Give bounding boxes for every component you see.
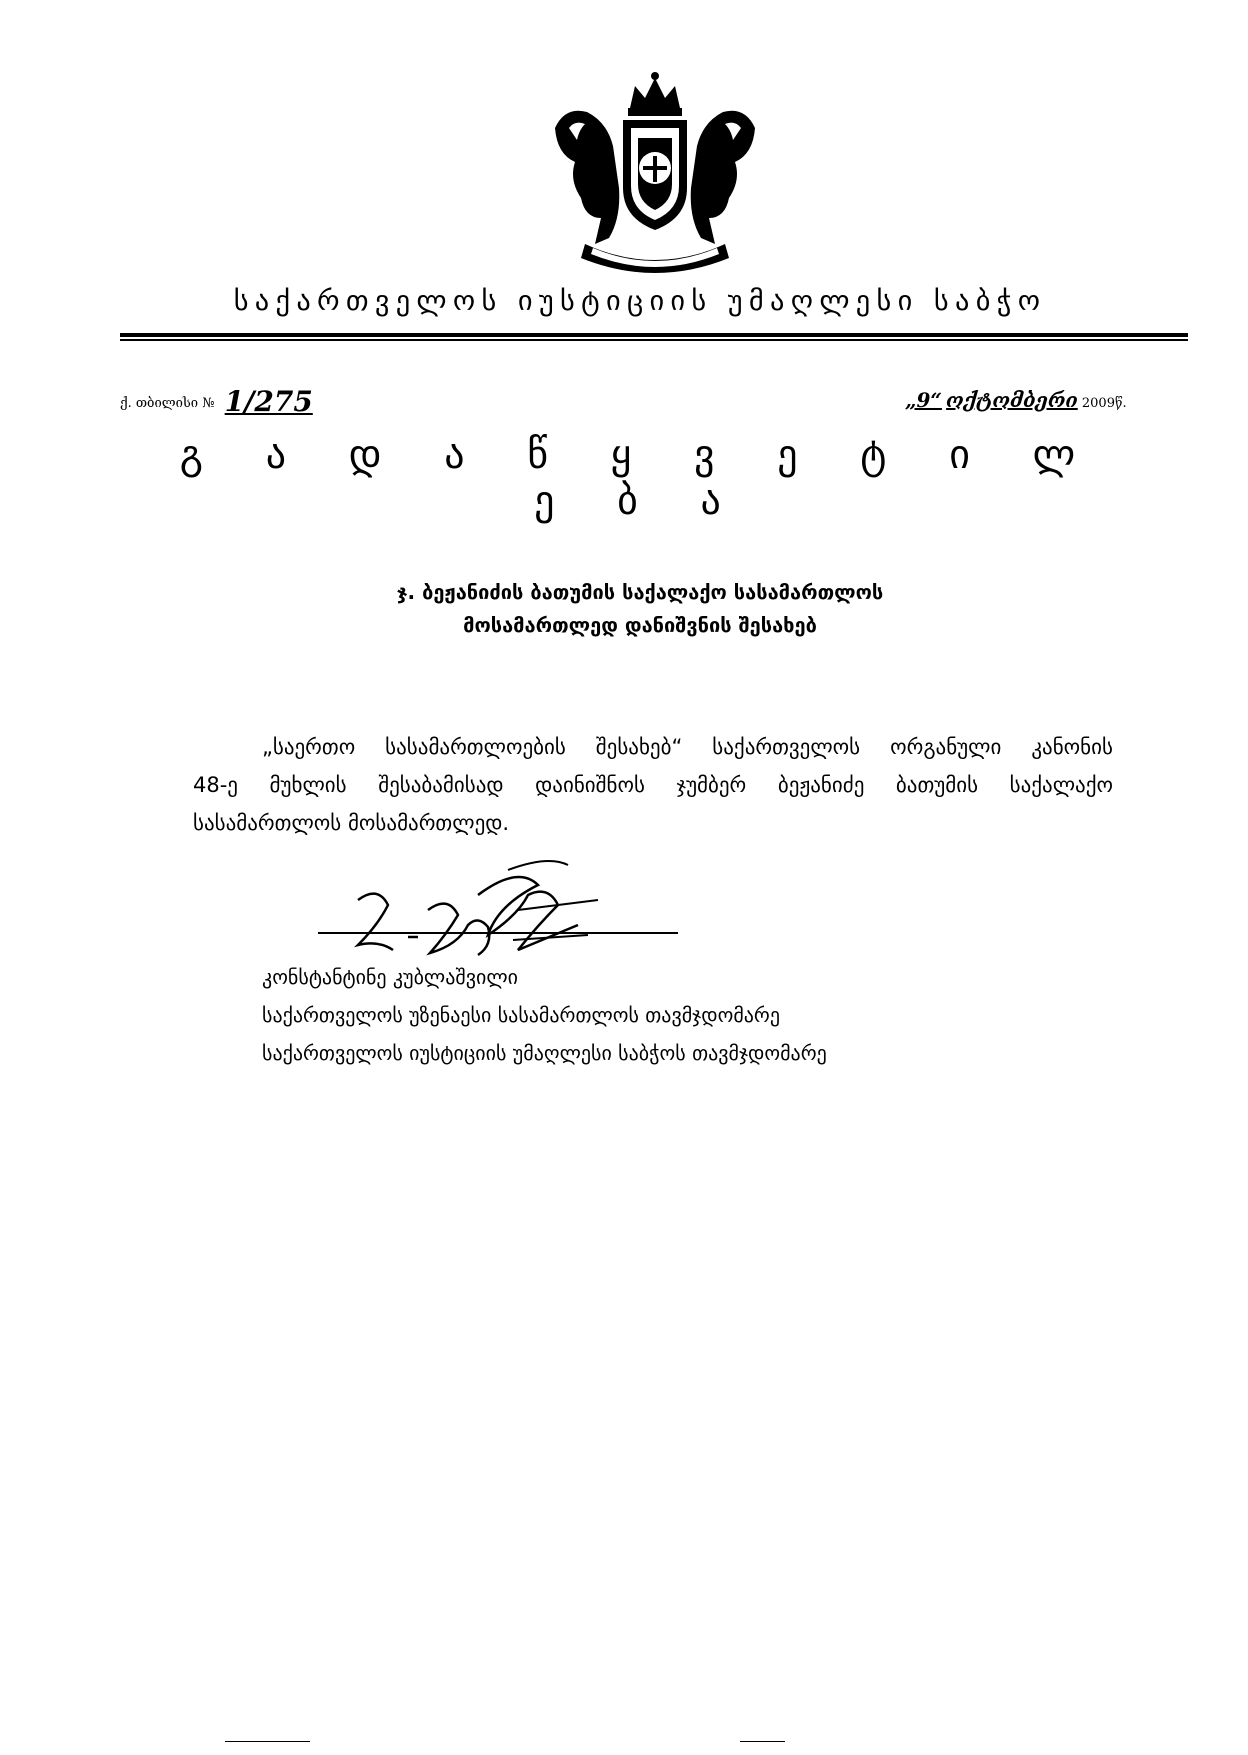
document-number-label: ქ. თბილისი № bbox=[120, 396, 215, 411]
document-number-value: 1/275 bbox=[224, 385, 313, 418]
body-line-2: 48-ე მუხლის შესაბამისად დაინიშნოს ჯუმბერ ბეჟანიძე ბათუმის საქალაქო bbox=[193, 773, 1113, 797]
document-date-day: „9“ bbox=[905, 388, 942, 412]
footer-mark-left bbox=[225, 1741, 310, 1742]
subject-line-2: მოსამართლედ დანიშვნის შესახებ bbox=[463, 613, 817, 637]
document-type-title: გ ა დ ა წ ყ ვ ე ტ ი ლ ე ბ ა bbox=[179, 432, 1101, 524]
body-line-1: „საერთო სასამართლოების შესახებ“ საქართველოს ორგანული კანონის bbox=[262, 735, 1113, 759]
document-date bbox=[905, 388, 1127, 412]
signatory-name: კონსტანტინე კუბლაშვილი bbox=[262, 965, 518, 989]
header-rule-thick bbox=[120, 333, 1188, 337]
document-date-year: 2009წ. bbox=[1081, 396, 1127, 411]
signatory-title-2: საქართველოს იუსტიციის უმაღლესი საბჭოს თავმჯდომარე bbox=[262, 1041, 827, 1065]
document-number bbox=[120, 385, 313, 418]
institution-name: საქართველოს იუსტიციის უმაღლესი საბჭო bbox=[233, 286, 1047, 317]
footer-mark-right bbox=[740, 1741, 785, 1742]
document-date-month: ოქტომბერი bbox=[946, 388, 1078, 412]
body-line-3: სასამართლოს მოსამართლედ. bbox=[193, 811, 510, 835]
signatory-title-1: საქართველოს უზენაესი სასამართლოს თავმჯდომარე bbox=[262, 1003, 780, 1027]
handwritten-signature bbox=[318, 855, 698, 965]
header-rule-thin bbox=[120, 339, 1188, 341]
coat-of-arms-emblem bbox=[535, 68, 775, 278]
subject-line-1: ჯ. ბეჟანიძის ბათუმის საქალაქო სასამართლოს bbox=[396, 580, 884, 604]
